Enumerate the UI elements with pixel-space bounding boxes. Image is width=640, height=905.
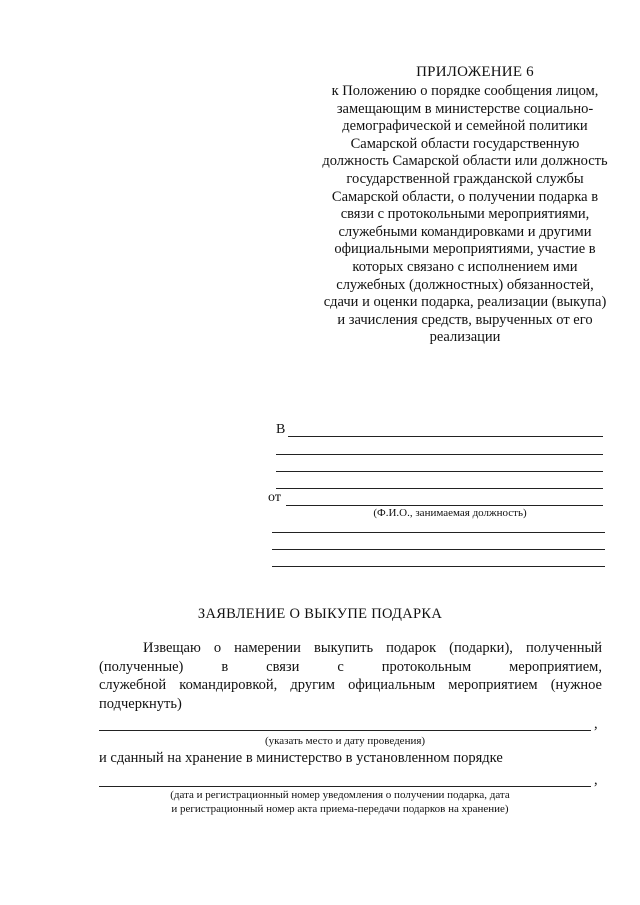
to-field-line[interactable] — [276, 454, 603, 455]
event-field-comma: , — [594, 716, 598, 732]
paragraph-line: (полученные) в связи с протокольным мероприятием, — [99, 658, 602, 675]
to-field-line[interactable] — [276, 471, 603, 472]
appendix-line: связи с протокольными мероприятиями, — [340, 206, 590, 223]
from-caption: (Ф.И.О., занимаемая должность) — [373, 507, 527, 519]
notification-field-comma: , — [594, 772, 598, 788]
event-field-caption: (указать место и дату проведения) — [264, 735, 426, 747]
appendix-title: ПРИЛОЖЕНИЕ 6 — [416, 64, 534, 80]
to-field-line[interactable] — [276, 488, 603, 489]
storage-text: и сданный на хранение в министерство в установленном порядке — [99, 750, 503, 766]
event-field-line[interactable] — [99, 730, 591, 731]
paragraph-line: подчеркнуть) — [99, 695, 182, 712]
appendix-line: демографической и семейной политики — [342, 118, 588, 135]
appendix-line: официальными мероприятиями, участие в — [334, 241, 596, 258]
appendix-line: служебными командировками и другими — [338, 223, 592, 240]
appendix-line: служебных (должностных) обязанностей, — [336, 276, 594, 293]
notification-field-line[interactable] — [99, 786, 591, 787]
appendix-line: должность Самарской области или должность — [322, 153, 608, 170]
from-field-line[interactable] — [286, 505, 603, 506]
appendix-line: Самарской области, о получении подарка в — [331, 188, 599, 205]
from-label: от — [268, 490, 281, 505]
appendix-line: государственной гражданской службы — [346, 170, 584, 187]
appendix-line: Самарской области государственную — [350, 135, 580, 152]
notification-caption-line2: и регистрационный номер акта приема-передачи подарков на хранение) — [171, 803, 509, 815]
from-field-line[interactable] — [272, 566, 605, 567]
appendix-line: сдачи и оценки подарка, реализации (выкупа) — [323, 294, 607, 311]
to-field-line[interactable] — [288, 436, 603, 437]
notification-caption-line1: (дата и регистрационный номер уведомления о получении подарка, дата — [170, 789, 510, 801]
from-field-line[interactable] — [272, 549, 605, 550]
appendix-line: замещающим в министерстве социально- — [336, 100, 594, 117]
paragraph-line: Извещаю о намерении выкупить подарок (подарки), полученный — [143, 640, 602, 656]
appendix-description — [300, 83, 630, 347]
appendix-line: реализации — [429, 329, 501, 346]
appendix-line: к Положению о порядке сообщения лицом, — [331, 83, 599, 99]
appendix-line: которых связано с исполнением ими — [352, 258, 578, 275]
to-label: В — [276, 422, 286, 437]
paragraph-line: служебной командировкой, другим официальным мероприятием (нужное — [99, 677, 602, 693]
appendix-line: и зачисления средств, вырученных от его — [337, 311, 593, 328]
statement-title: ЗАЯВЛЕНИЕ О ВЫКУПЕ ПОДАРКА — [197, 606, 443, 622]
statement-paragraph — [99, 639, 602, 713]
from-field-line[interactable] — [272, 532, 605, 533]
